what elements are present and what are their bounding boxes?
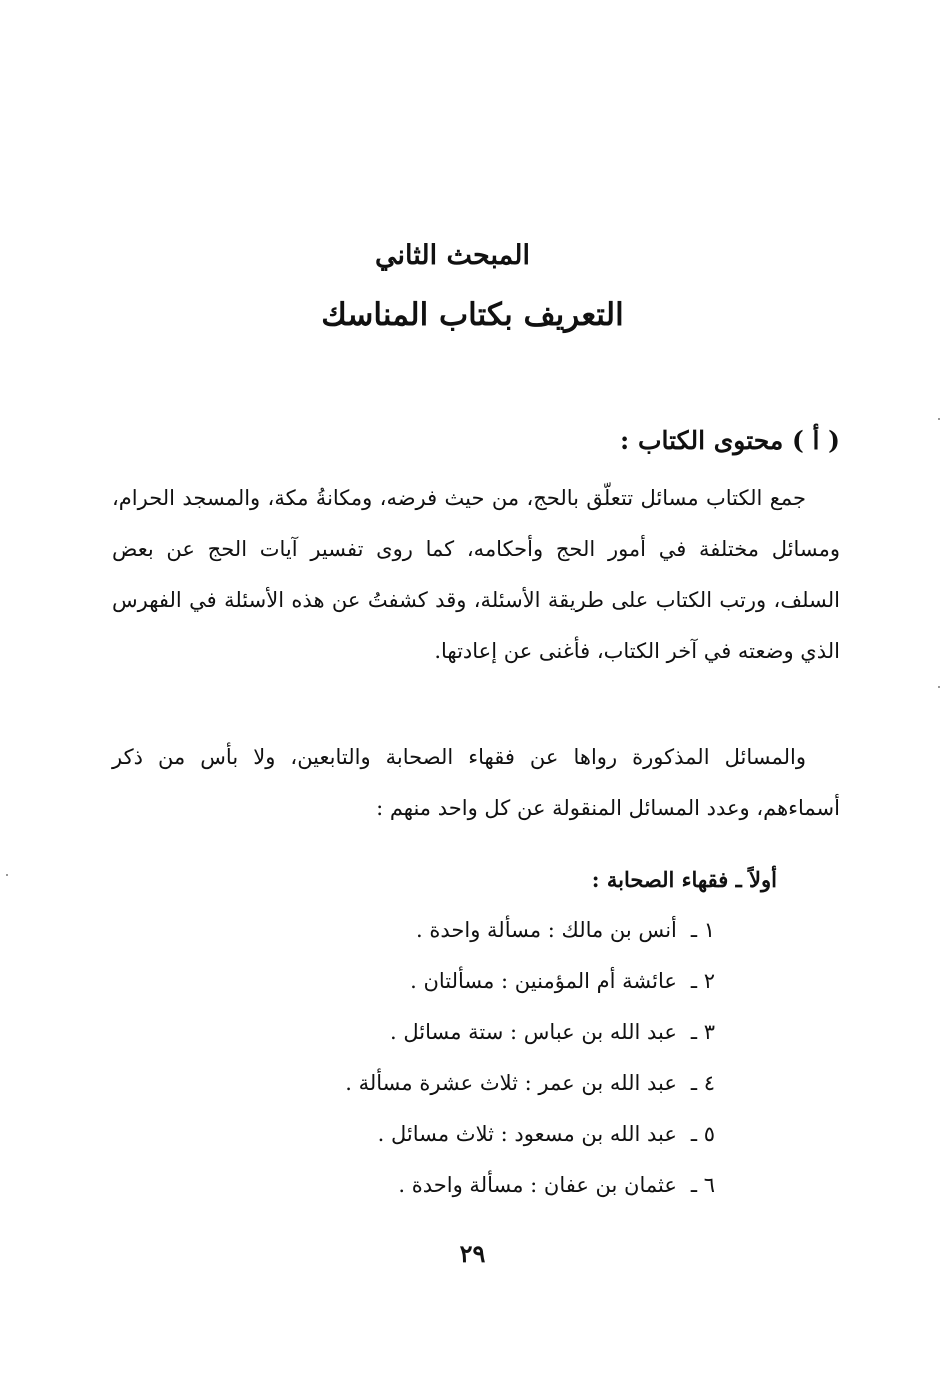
list-item — [345, 1160, 715, 1211]
list-item — [345, 1058, 715, 1109]
paragraph-book-contents: جمع الكتاب مسائل تتعلّق بالحج، من حيث فرضه، ومكانةُ مكة، والمسجد الحرام، ومسائل مختلفة في أمور الحج وأحكامه، كما روى تفسير آيات الحج عن بعض السلف، ورتب الكتاب على طريقة الأسئلة، وقد كشفتُ عن هذه الأسئلة في الفهرس الذي وضعته في آخر الكتاب، فأغنى عن إعادتها. — [112, 486, 840, 663]
list-item — [345, 1007, 715, 1058]
list-item-text: عبد الله بن عمر : ثلاث عشرة مسألة . — [345, 1071, 677, 1095]
section-heading-contents: ( أ ) محتوى الكتاب : — [620, 426, 840, 455]
list-item-text: أنس بن مالك : مسألة واحدة . — [416, 918, 677, 942]
companions-list — [345, 905, 715, 1211]
scan-speck — [6, 874, 8, 876]
list-item-number: ٥ ـ — [690, 1122, 715, 1146]
title-block — [0, 232, 945, 344]
list-item-number: ١ ـ — [690, 918, 715, 942]
scan-speck — [938, 686, 940, 688]
list-item — [345, 1109, 715, 1160]
list-item-text: عبد الله بن عباس : ستة مسائل . — [390, 1020, 677, 1044]
list-item-number: ٦ ـ — [690, 1173, 715, 1197]
list-item — [345, 905, 715, 956]
companions-heading: أولاً ـ فقهاء الصحابة : — [591, 867, 777, 892]
list-item-text: عائشة أم المؤمنين : مسألتان . — [410, 969, 677, 993]
list-item-number: ٣ ـ — [690, 1020, 715, 1044]
main-title: التعريف بكتاب المناسك — [321, 297, 624, 333]
list-item-text: عبد الله بن مسعود : ثلاث مسائل . — [377, 1122, 677, 1146]
chapter-title: المبحث الثاني — [375, 240, 530, 271]
page-number: ٢٩ — [459, 1239, 486, 1268]
list-item — [345, 956, 715, 1007]
list-item-number: ٤ ـ — [690, 1071, 715, 1095]
list-item-number: ٢ ـ — [690, 969, 715, 993]
scan-speck — [938, 418, 940, 420]
paragraph-narrators: والمسائل المذكورة رواها عن فقهاء الصحابة والتابعين، ولا بأس من ذكر أسماءهم، وعدد المسائل المنقولة عن كل واحد منهم : — [112, 745, 840, 820]
list-item-text: عثمان بن عفان : مسألة واحدة . — [398, 1173, 677, 1197]
